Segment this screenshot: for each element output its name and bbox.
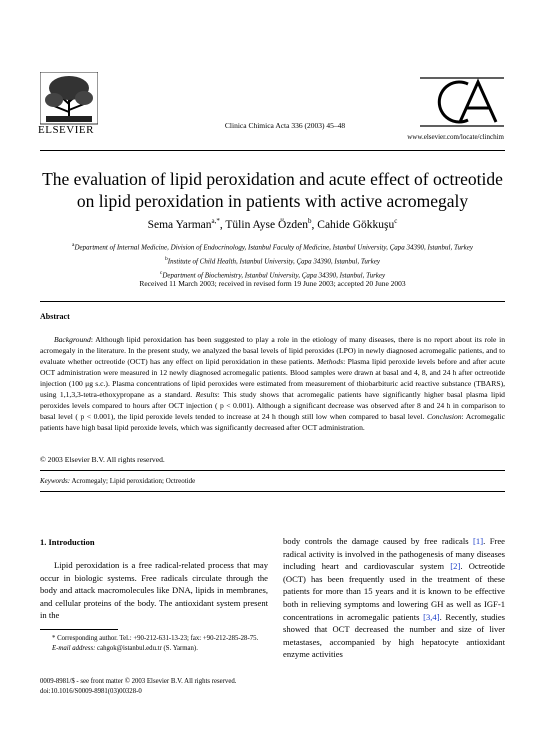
citation-link[interactable]: [3,4] <box>423 611 440 622</box>
author-superscript: b <box>308 217 312 225</box>
author-list: Sema Yarman$^{a,*}$, Tülin Ayse Özden$^b$, Cahide Gökkuşu$^c$ <box>147 217 398 231</box>
received-dates: Received 11 March 2003; received in revised form 19 June 2003; accepted 20 June 2003 <box>139 279 406 288</box>
affiliations <box>40 240 505 281</box>
journal-url-link[interactable]: www.elsevier.com/locate/clinchim <box>407 133 504 141</box>
email-label: E-mail address: <box>52 645 96 652</box>
results-label: Results <box>195 390 218 399</box>
issn-line: 0009-8981/$ - see front matter © 2003 Elsevier B.V. All rights reserved. <box>40 678 237 685</box>
author-name[interactable]: Cahide Gökkuşu <box>317 218 395 231</box>
methods-label: Methods <box>316 357 344 366</box>
email-address[interactable]: cahgok@istanbul.edu.tr (S. Yarman). <box>95 645 198 652</box>
keywords-text: Acromegaly; Lipid peroxidation; Octreotide <box>70 477 196 485</box>
intro-column-1: Lipid peroxidation is a free radical-related process that may occur in biologic systems. Free radicals circulate through the body and attack macromolecules like DNA, lipids in membranes, and cellular proteins of the body. The antioxidant system present in the <box>40 560 268 621</box>
affiliation-item: $^a$Department of Internal Medicine, Division of Endocrinology, Istanbul Faculty of Medicine, Istanbul University, Çapa 34390, Istanbul, Turkey <box>71 242 473 252</box>
corresponding-author: * Corresponding author. Tel.: +90-212-631-13-23; fax: +90-212-285-28-75. <box>52 635 259 642</box>
article-title <box>40 168 505 212</box>
title-line-1: The evaluation of lipid peroxidation and acute effect of octreotide <box>42 169 503 189</box>
keywords-bottom-rule <box>40 491 505 492</box>
background-text: : Although lipid peroxidation has been suggested to play a role in the etiology of many diseases, there is no report about its role in acromegaly in the literature. In the present study, we analyzed the basal levels of lipid peroxides (LPO) in newly diagnosed acromegalic patients, and to evaluate whether octreotide (OCT) has any effect on lipid peroxidation in these patients. <box>40 335 505 366</box>
conclusion-label: Conclusion <box>426 412 462 421</box>
affiliation-item: $^b$Institute of Child Health, Istanbul University, Çapa 34390, Istanbul, Turkey <box>165 255 380 266</box>
citation-link[interactable]: [1] <box>473 536 484 546</box>
intro-column-2: body controls the damage caused by free radicals [1]. Free radical activity is involved in the pathogenesis of many diseases including heart and cardiovascular system [2]. Octreotide (OCT) has been frequently used in the treatment of these patients for more than 15 years and it is known to be effective both in relieving symptoms and lowering GH as well as IGF-1 concentrations in acromegalic patients [3,4]. Recently, studies showed that OCT decreased the number and size of liver metastases, accompanied by high hepatocyte antioxidant enzyme activities <box>283 536 506 660</box>
conclusion-text: : Acromegalic patients have high basal lipid peroxide levels, which was significantly decreased after OCT administration. <box>40 412 505 432</box>
footnote-rule <box>40 629 118 630</box>
abstract-body <box>40 334 505 433</box>
author-name[interactable]: Tülin Ayse Özden <box>225 218 309 231</box>
citation-link[interactable]: [2] <box>450 561 461 572</box>
background-label: Background <box>54 335 91 344</box>
author-superscript: a,* <box>211 217 220 225</box>
doi-line[interactable]: doi:10.1016/S0009-8981(03)00328-0 <box>40 688 142 695</box>
affiliation-item: $^c$Department of Biochemistry, Istanbul University, Çapa 34390, Istanbul, Turkey <box>159 269 386 279</box>
methods-text: : Plasma lipid peroxide levels before and after acute OCT administration were measured in 12 newly diagnosed acromegalic patients. Blood samples were drawn at basal and 4, 8, and 24 h after octreotide injection (100 μg s.c.). Plasma concentrations of lipid peroxides were estimated from measurement of thiobarbituric acid reactive substance (TBARS), using 1,1,3,3-tetra-ethoxypropane as a standard. <box>40 357 505 399</box>
journal-citation: Clinica Chimica Acta 336 (2003) 45–48 <box>224 121 346 130</box>
abstract-heading: Abstract <box>40 312 70 321</box>
journal-logo <box>416 70 508 132</box>
email-line <box>40 644 268 654</box>
header-rule <box>40 150 505 151</box>
results-text: : This study shows that acromegalic patients have significantly higher basal plasma lipid peroxides levels compared to hours after OCT injection ( p < 0.001). Although a significant decrease was observed after 8 and 24 h in comparison to basal level ( p < 0.001), the lipid peroxide levels tended to increase at 24 h though still low when compared to basal level. <box>40 390 505 421</box>
author-name[interactable]: Sema Yarman <box>147 218 212 231</box>
author-superscript: c <box>394 217 398 225</box>
page-footer <box>40 677 236 697</box>
section-heading-introduction: 1. Introduction <box>40 537 95 547</box>
abstract-copyright: © 2003 Elsevier B.V. All rights reserved. <box>40 455 165 464</box>
title-line-2: on lipid peroxidation in patients with active acromegaly <box>76 191 469 211</box>
keywords-top-rule <box>40 470 505 471</box>
abstract-top-rule <box>40 301 505 302</box>
publisher-name: ELSEVIER <box>38 124 94 136</box>
keywords <box>40 477 195 485</box>
corresponding-footnote <box>40 634 268 654</box>
keywords-label: Keywords: <box>40 477 71 485</box>
